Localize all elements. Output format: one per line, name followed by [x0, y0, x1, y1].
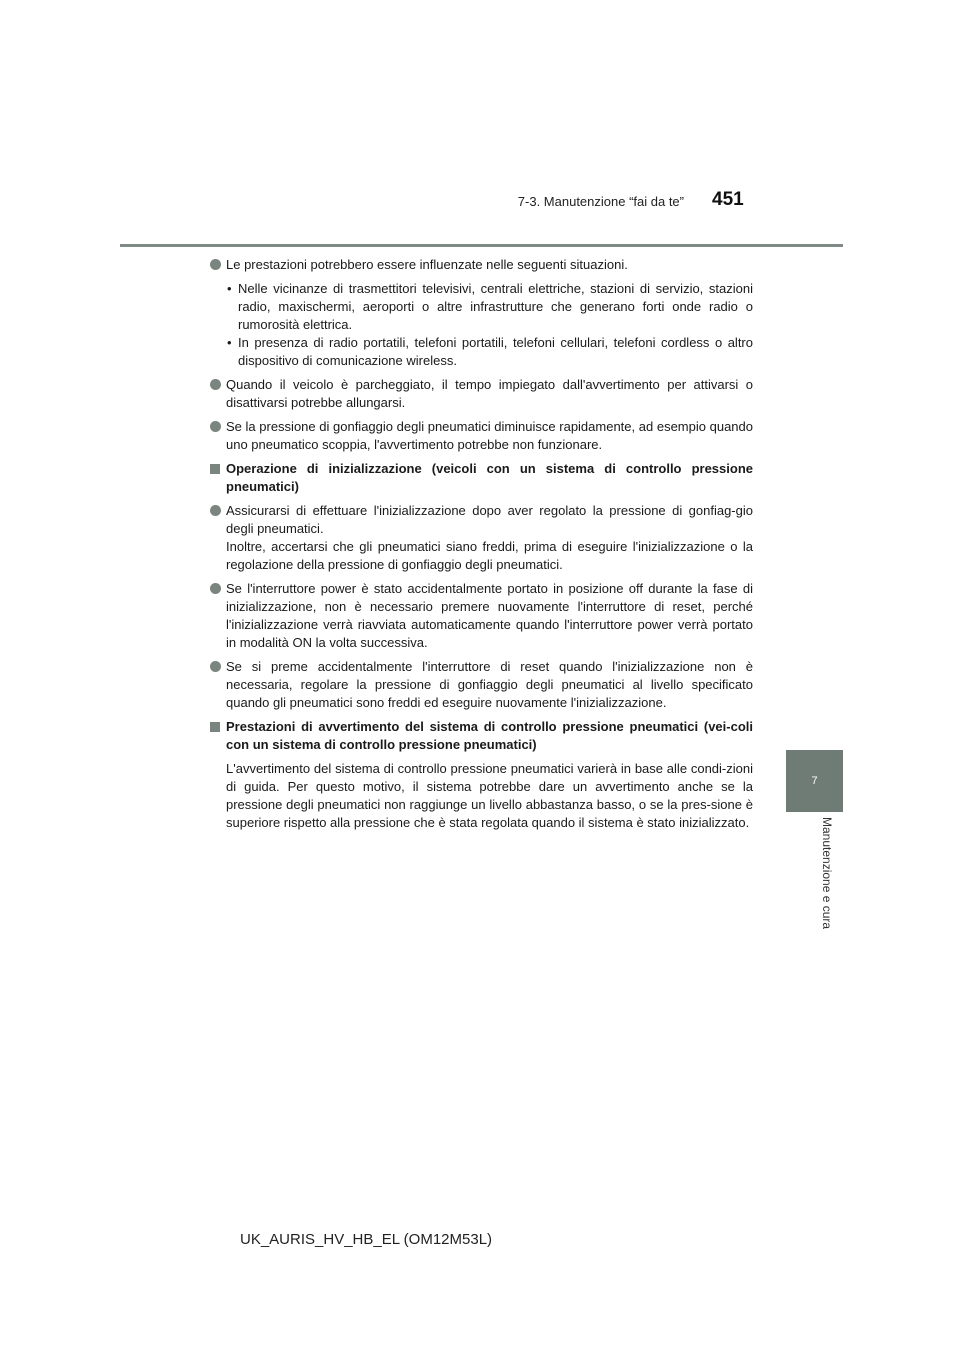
small-dot-icon: •	[227, 281, 232, 296]
sub-item-text: Nelle vicinanze di trasmettitori televisivi, centrali elettriche, stazioni di servizio, stazioni radio, maxischermi, aeroporti o altre infrastrutture che generano forti onde radio o rumorosità elettrica.	[238, 281, 753, 332]
bullet-item	[208, 376, 753, 412]
bullet-text-continued: Inoltre, accertarsi che gli pneumatici siano freddi, prima di eseguire l'inizializzazione o la regolazione della pressione di gonfiaggio degli pneumatici.	[226, 539, 753, 572]
sub-item-text: In presenza di radio portatili, telefoni portatili, telefoni cellulari, telefoni cordless o altro dispositivo di comunicazione wireless.	[238, 335, 753, 368]
square-bullet-icon	[210, 464, 220, 474]
chapter-tab-number: 7	[811, 775, 818, 787]
bullet-item	[208, 256, 753, 274]
bullet-text: Le prestazioni potrebbero essere influenzate nelle seguenti situazioni.	[226, 257, 628, 272]
round-bullet-icon	[210, 661, 221, 672]
section-heading-text: Prestazioni di avvertimento del sistema di controllo pressione pneumatici (vei-coli con un sistema di controllo pressione pneumatici)	[226, 719, 753, 752]
bullet-text: Quando il veicolo è parcheggiato, il tempo impiegato dall'avvertimento per attivarsi o disattivarsi potrebbe allungarsi.	[226, 377, 753, 410]
small-dot-icon: •	[227, 335, 232, 350]
section-heading	[208, 718, 753, 754]
round-bullet-icon	[210, 583, 221, 594]
bullet-text: Se l'interruttore power è stato accidentalmente portato in posizione off durante la fase di inizializzazione, non è necessario premere nuovamente l'interruttore di reset, perché l'inizializzazione verrà riavviata automaticamente quando l'interruttore power verrà portato in modalità ON la volta successiva.	[226, 581, 753, 650]
page-content	[208, 256, 753, 838]
bullet-item	[208, 580, 753, 652]
round-bullet-icon	[210, 259, 221, 270]
document-code: UK_AURIS_HV_HB_EL (OM12M53L)	[240, 1231, 493, 1248]
sub-list-item	[208, 334, 753, 370]
sub-list	[208, 280, 753, 370]
sub-list-item	[208, 280, 753, 334]
bullet-text: Se si preme accidentalmente l'interruttore di reset quando l'inizializzazione non è necessaria, regolare la pressione di gonfiaggio degli pneumatici al livello specificato quando gli pneumatici sono freddi ed eseguire nuovamente l'inizializzazione.	[226, 659, 753, 710]
bullet-text: Assicurarsi di effettuare l'inizializzazione dopo aver regolato la pressione di gonfiag-gio degli pneumatici.	[226, 503, 753, 536]
round-bullet-icon	[210, 505, 221, 516]
bullet-item	[208, 418, 753, 454]
bullet-text: Se la pressione di gonfiaggio degli pneumatici diminuisce rapidamente, ad esempio quando uno pneumatico scoppia, l'avvertimento potrebbe non funzionare.	[226, 419, 753, 452]
body-paragraph: L'avvertimento del sistema di controllo pressione pneumatici varierà in base alle condi-zioni di guida. Per questo motivo, il sistema potrebbe dare un avvertimento anche se la pressione degli pneumatici non raggiunge un livello abbastanza basso, o se la pres-sione è superiore rispetto alla pressione che è stata regolata quando il sistema è stato inizializzato.	[226, 761, 753, 830]
header-section-title: 7-3. Manutenzione “fai da te”	[517, 194, 684, 209]
chapter-tab[interactable]	[786, 750, 843, 812]
chapter-side-title: Manutenzione e cura	[820, 817, 834, 930]
section-heading-text: Operazione di inizializzazione (veicoli con un sistema di controllo pressione pneumatici)	[226, 461, 753, 494]
bullet-item	[208, 502, 753, 574]
header-divider	[120, 244, 843, 247]
square-bullet-icon	[210, 722, 220, 732]
bullet-item	[208, 658, 753, 712]
round-bullet-icon	[210, 421, 221, 432]
section-heading	[208, 460, 753, 496]
page-number: 451	[712, 189, 744, 210]
round-bullet-icon	[210, 379, 221, 390]
